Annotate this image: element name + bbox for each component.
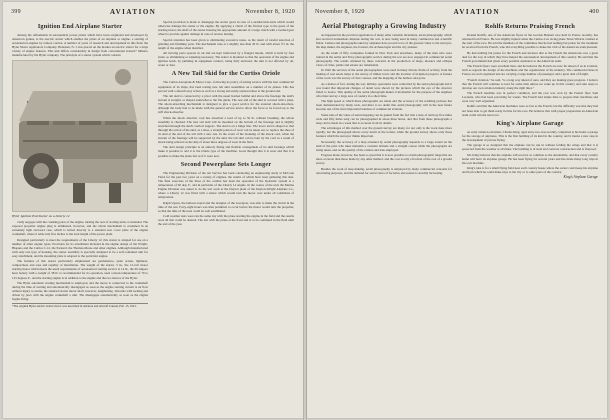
article-paragraph: Special attention has been given to eliminating excessive noise, as the result of careful selection of grinding and finishing parts. The mechanism runs at a slightly less than 20 lb. and with about 3½ in. the length of the engine when installed.	[158, 37, 294, 50]
figure-caption: Hyler Ignition End Starter on a Liberty 12	[12, 213, 70, 218]
article-paragraph: As the result of fifty companies formed in New York and elsewhere, many of the men who were trained in the Army and Navy photographic service during the war are now engaged in commercial aerial photography. The results obtained by these concerns in the production of maps, mosaics and oblique views of cities, plants and estates are remarkable.	[316, 50, 452, 67]
article-paragraph: Among the refinements in aeronautical power plants which have been originated and developed by American genius, is the electric starter which enables the pilots of an airplane or engine, a starting of aeronautical engines by remote control. A number of years of research and development in this field, the Hyler Motor Appliances Company, Hoboken, N. J. has placed on the market an electric starter for a large variety of engine features. This unit differs considerably in design from conventional starters* hitherto manufactured by the Hyler company. The principle of a starter system which consists	[12, 33, 148, 58]
article-paragraph: Roland Rohlfs, one of the American flyers in the Gordon Bennett race held in France recently, has returned from France. He was slightly injured when the Curtiss-Cox racing plane Texas Wildcat crashed at the start of the race. He told the members of the committee that he had nothing but praise for the treatment he received from the French, who did everything possible to make the visit of the American team pleasant.	[462, 33, 598, 50]
left-page	[3, 2, 303, 418]
article-paragraph: Cold weather tests were run the same day with the plane starting the engine in the field and the results were all that could be desired. The test with the plane at the front end is to be continued in the field until the end of the year.	[158, 213, 294, 227]
article-paragraph: Ralph Upson, the balloon expert and the designer of the Goodyear, was able to make the circuit in the time of the test. Forty-eight hours was then permitted to occur before the motor would turn the propeller, so that the time of the tests could be well established.	[158, 200, 294, 213]
article-paragraph: Mr. King believes that the airplane will soon be as common as the automobile, and that every country home will have its airplane garage. He has been flying for several years and has made many long trips in his own machine.	[462, 152, 598, 165]
article-paragraph: As a matter of fact, during the war, military operations were controlled by the aerial photograph and it was found that important changes of detail were shown by the pictures which the eye of the observer failed to notice. This quality of the aerial photograph makes it invaluable for the purpose of the engineer who must survey a large area of country in a short time.	[316, 81, 452, 98]
article-paragraph: vially engages with the cranking parts of the engine, turning the rear of starting units, is intended. The exposed propeller engine plug is eliminated, however, and the whole mechanism is contained in an extremely light enclosed case, which is bolted directly to a standard rear cover plate of the engine crankshaft, where it adds only five inches to the total length of the power plant.	[12, 219, 148, 237]
article-paragraph: King's idea is for a small flying field near each country house where the owner could keep his airplane and from which he could make trips to the city or to other parts of the country.	[462, 166, 598, 175]
article-title: Rohlfs Returns Praising French	[485, 23, 575, 30]
article-paragraph: The features of this starter particularly emphasized are permanence, quiet action, lightness, compactness and ease and rapidity of installation. The weight of the starter, 3 in., the 12-volt motor starting motor which meets the usual requirements of aeronautical starting service is 14 lb., the 60 ampere hour battery with a weight of 38 lb. is recommended for its operation, used a mean temperature of 70 to 125 degrees F., and the starting engine is in addition to the engine and the two motors of the Hyler.	[12, 259, 148, 280]
article-paragraph: The advantages of this method over the ground survey are many, for not only is the work done more rapidly, but the photograph shows every detail of the terrain, while the ground survey shows only those features which the surveyor thinks important.	[316, 126, 452, 139]
article-paragraph: At early aviation old-timer, Charles King, aged sixty-two, has recently completed at his home a garage for the storage of airplanes. This is the first building of its kind in the country, and it marks a new step in the development of private flying.	[462, 129, 598, 142]
left-page-header	[11, 7, 295, 17]
page-number: 399	[11, 9, 21, 15]
article-paragraph: As happened in the practical application of many other valuable inventions, aerial photography, which had received tremendous impetus during the war, is now being used in many commercial and scientific fields. Camera and photographs taken by airplanes have proved to be of the greatest value to the surveyor, the map maker, the engineer, the forester, the archaeologist and the city planner.	[316, 33, 452, 50]
left-column-2	[158, 20, 294, 227]
article-paragraph: Besides the work of map making, aerial photography is employed by many commercial concerns for advertising purposes, and the demand for aerial views of factories and estates is steadily increasing.	[316, 166, 452, 175]
article-title: Ignition End Airplane Starter	[37, 23, 123, 30]
article-paragraph: Necessarily the accuracy of a map obtained by aerial photography depends to a large extent on the skill of the pilot who must maintain a constant altitude and a straight course while the photographs are being taken, and on the quality of the camera and lens employed.	[316, 139, 452, 152]
magazine-title: AVIATION	[109, 8, 157, 16]
article-paragraph: All moving parts operate in oil and are kept lubricated by a flanged mount, which is held by four studs, so eliminating or adjusting necessary. The starter is mounted so that the operation of the engine and ignition leads, by jamming in equipment connect, being fully enclosed, the unit is not affected by oil, water or dust.	[158, 51, 294, 68]
article-paragraph: Some idea of the value of aerial mapping can be gained from the fact that a strip of territory five miles wide and fifty miles long can be photographed in about three hours, and that from these photographs a map can be made in a week that is accurate in all its details.	[316, 112, 452, 125]
magazine-title: AVIATION	[453, 8, 501, 16]
article-paragraph: "French aviation," he said, "is a long way ahead of ours, and they are making great progress. I believe that the French will continue to lead for some time unless we wake up in this country and take steps to develop our own aviation industry along the right lines."	[462, 77, 598, 90]
article-paragraph: Rohlfs said that the American machines were as fast as the French, but the difficulty was that they had not been able to get them ready in time for the race. He believes that with proper preparation an American team could win the next race.	[462, 104, 598, 117]
article-paragraph: The French machine was in perfect condition, and the race was won by the French flyer Sadi Lecointe, who had been practising for weeks. The French had ample time to prepare their machines and were very well organized.	[462, 90, 598, 104]
article-paragraph: Progress made, however, has been so great that it is now possible to obtain photographic maps that are more accurate than those made by any other method, and the cost is only a fraction of the cost of a ground survey.	[316, 153, 452, 166]
right-column-2	[462, 20, 598, 179]
right-page	[307, 2, 607, 418]
engine-illustration	[13, 61, 147, 211]
article-paragraph: Designed particularly to meet the requirements of the Liberty 12, this starter is adapted for use on a number of other engine types. Provision for its attachment included in the engine design of the Wright-Hispano and the Curtiss C-12, the Packard, the Thomas-Morse and other engines. Although manufactured with only one type of housing, the starter assembly is specially designed to be a self-contained unit for easy attachment, and the mounting plate is adapted to the particular engine.	[12, 237, 148, 258]
left-column-1	[12, 20, 148, 309]
article-paragraph: He had nothing but praise for the French and declares that to the French the Americans owe a great deal for the way in which they have helped the aeronautical development of this country. He said that the French government had given every possible assistance to the American team.	[462, 50, 598, 63]
starter-engine-photo	[12, 60, 148, 212]
article-paragraph: The tail skid is connected by a pivot with the usual bracket behind and above the fuselage the skid's bottom is straight, or shaped somewhat to the flat guide. The rear end of the skid is covered with a plate. The shock-absorbing mechanism is designed to give a good service for the external shock-absorbers, although the body had to be made with the general service and to allow the force to be forced up to the stiff shock-absorber.	[158, 93, 294, 115]
article-paragraph: When the shock absorber cord has absorbed a load of up to 50 lb. without breaking, the whole assembly is checked. The new tail skid will be mounted on the bottom of the fuselage and is slightly stretched through the skid's vertical support. The skid is on a hinge line. The lower end is shaped so that through the action of the skid, as a shoe, a straight portion of wear can be taken out, to replace the shoe of its skid at the end of the tail with a new one. In the event of the breaking of the shock cord, when the bottom of the fuselage will be supported by the skid, the tail skid can be bent by the cord as a result of shock being relieved as the ship of about three degrees of wear in the field.	[158, 115, 294, 145]
article-paragraph: The Hyler automatic starting mechanism is employed, and the motor is connected to the crankshaft during the time of starting and automatically disengaged as soon as the engine starting current is on flow without injury to starter, the standard starter motor shaft, however, lengthening. Jam nuts with locking and driven by jaws with the engine crankshaft a unit. The disengages automatically as soon as the engine begins firing.	[12, 280, 148, 302]
footnote: *The original Hyler electric starter motor was described in Aviation and Aircraft Journal, Feb. 15, 1921.	[12, 303, 148, 309]
right-page-header	[315, 7, 599, 17]
article-paragraph: The high speed at which these photographs are made and the accuracy of the resulting pictures has been demonstrated by many tests, and there is no doubt that aerial photography will in the near future become one of the most important branches of commercial aviation.	[316, 99, 452, 112]
article-paragraph: Special provision is made to disengage the starter gears in case of a sudden kick-back which would otherwise damage the starter or the engine. By applying a clutch of the friction type to the gears of the starting motor, the shaft of the starter housing the appropriate amount of a large clutch with a toothed gear wheel to provide against damage in case of reverse turning.	[158, 20, 294, 37]
right-column-1	[316, 20, 452, 176]
issue-date: November 8, 1920	[245, 9, 295, 15]
article-title: King's Airplane Garage	[496, 119, 564, 127]
article-paragraph: In 1920 the services of the aerial photographers were used in many diverse fields of activity, from the making of real estate maps to the survey of timber tracts and the location of irrigation projects. A feature of the work was the survey of river courses, and the mapping of the harbors and ports.	[316, 68, 452, 81]
article-paragraph: The Engineering Division of the Air Service has been conducting an engineering study at McCook Field, for the past two years on a variety of engines, the results of which have been gathering this data. The final exercises of the three of the combat has been the operation of the hydraulic system at a temperature of 60 deg. F., and in particular of the Liberty 12 engine. In the course of the tests the Marine Engine Division was asked to do the test work at the Dayton plant of the Dayton-Wright Airplane Co., where a Liberty 12 was fitted with a starter which would turn the motor over under all conditions of temperature.	[158, 170, 294, 200]
page-number: 400	[589, 9, 599, 15]
article-paragraph: The garage is so designed that the airplane can be run in without folding the wings and that it is protected from the weather at all times. The building is of steel and concrete construction and is fireproof.	[462, 143, 598, 152]
article-title: A New Tail Skid for the Curtiss Oriole	[171, 70, 281, 78]
article-title: Aerial Photography a Growing Industry	[321, 23, 447, 30]
article-paragraph: The skid design principle is an entirely fitting and flexible arrangement of its skid bearings which make it possible to add it to the Oriole type of the machine. Good thought that it is wear and that it is possible to make the plane fast as if it were new.	[158, 145, 294, 158]
article-title: Second Powerplane Sets Longer	[180, 160, 272, 168]
article-paragraph: The French flyers were excellent men, and he believes the French are now far ahead of us in aviation, both as regards the design of the machines and the organization of the industry. The commercial lines in France are well organized and are carrying a large number of passengers and a great deal of freight.	[462, 64, 598, 77]
article-signoff: King's Airplane Garage	[563, 175, 598, 180]
issue-date: November 8, 1920	[315, 9, 365, 15]
article-paragraph: The Curtiss Aeroplane & Motor Corp., following its policy of testing service with the best commercial equipment of its ships, has been testing new tail skid assemblies on a number of its planes. This has proved with a smooth easy action as well as a strong and easily-replaced shoe at the ground end.	[158, 80, 294, 93]
